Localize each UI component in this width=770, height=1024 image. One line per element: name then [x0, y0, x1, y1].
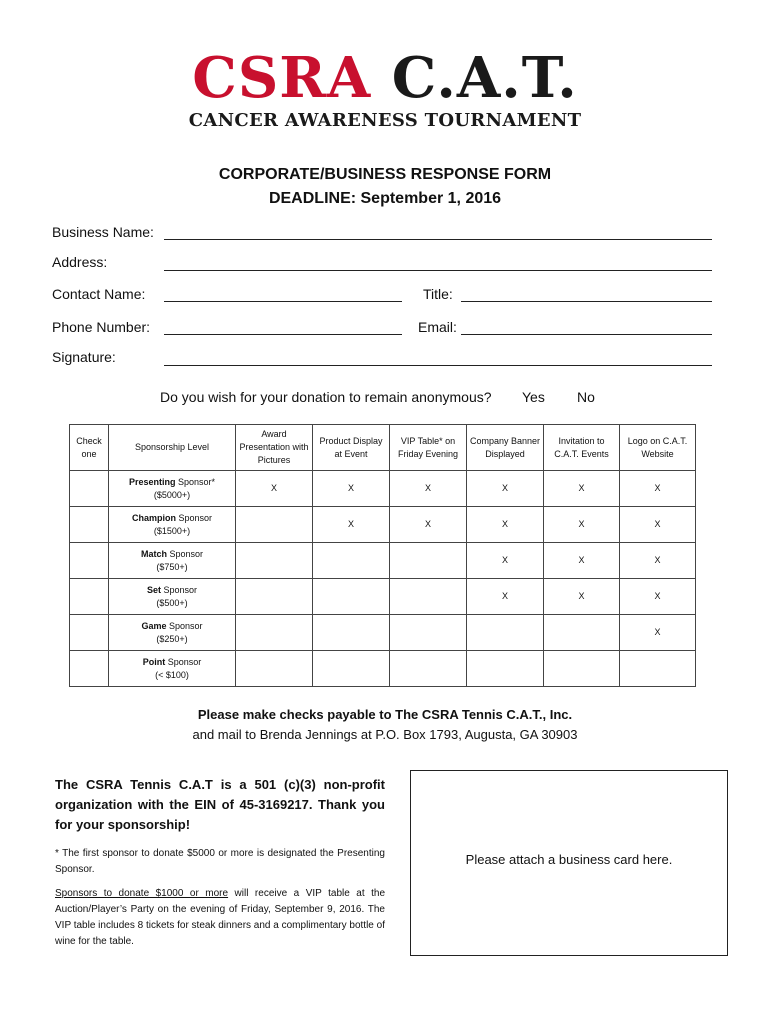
- benefit-cell: X: [620, 579, 696, 615]
- payment-line-1: Please make checks payable to The CSRA Tennis C.A.T., Inc.: [197, 707, 573, 722]
- table-row: [70, 471, 696, 507]
- table-header-row: [70, 425, 696, 471]
- benefit-cell: X: [620, 471, 696, 507]
- sponsorship-level-cell: [109, 579, 236, 615]
- level-amount: ($250+): [156, 633, 188, 644]
- benefit-cell: [544, 651, 620, 687]
- benefit-cell: [467, 651, 544, 687]
- check-cell[interactable]: [70, 615, 109, 651]
- logo-csra: CSRA: [192, 45, 372, 111]
- presenting-sponsor-note: * The first sponsor to donate $5000 or more is designated the Presenting Sponsor.: [55, 848, 385, 875]
- level-suffix: Sponsor: [175, 512, 213, 523]
- header-vip: VIP Table* on Friday Evening: [390, 425, 467, 471]
- benefit-cell: [313, 579, 390, 615]
- header-level: Sponsorship Level: [109, 425, 236, 471]
- level-suffix: Sponsor: [160, 584, 198, 595]
- sponsorship-level-cell: [109, 615, 236, 651]
- benefit-cell: [236, 651, 313, 687]
- benefit-cell: X: [467, 471, 544, 507]
- level-name: Point: [142, 656, 166, 667]
- level-amount: ($5000+): [153, 489, 191, 500]
- benefit-cell: [313, 615, 390, 651]
- form-title: CORPORATE/BUSINESS RESPONSE FORM: [218, 166, 552, 183]
- vip-note-underlined: Sponsors to donate $1000 or more: [55, 888, 229, 899]
- header-award: Award Presentation with Pictures: [236, 425, 313, 471]
- benefit-cell: [313, 543, 390, 579]
- benefit-cell: [390, 615, 467, 651]
- sponsorship-level-cell: [109, 471, 236, 507]
- phone-number-field[interactable]: [164, 334, 402, 335]
- header-invitation: Invitation to C.A.T. Events: [544, 425, 620, 471]
- benefit-cell: X: [313, 507, 390, 543]
- check-cell[interactable]: [70, 507, 109, 543]
- header-check: Check one: [70, 425, 109, 471]
- logo-subtitle: CANCER AWARENESS TOURNAMENT: [188, 110, 582, 131]
- benefit-cell: [620, 651, 696, 687]
- level-amount: ($500+): [156, 597, 188, 608]
- benefit-cell: [236, 543, 313, 579]
- email-field[interactable]: [461, 334, 712, 335]
- signature-field[interactable]: [164, 365, 712, 366]
- level-name: Game: [141, 620, 167, 631]
- benefit-cell: X: [467, 507, 544, 543]
- level-suffix: Sponsor: [166, 620, 203, 631]
- benefit-cell: [390, 579, 467, 615]
- benefit-cell: X: [544, 471, 620, 507]
- benefit-cell: X: [313, 471, 390, 507]
- form-title-block: [0, 163, 770, 211]
- check-cell[interactable]: [70, 543, 109, 579]
- signature-label: Signature:: [52, 349, 116, 365]
- benefit-cell: [236, 507, 313, 543]
- benefit-cell: X: [236, 471, 313, 507]
- anonymous-no[interactable]: No: [577, 389, 595, 405]
- check-cell[interactable]: [70, 651, 109, 687]
- vip-note-text: will receive a VIP table at the Auction/Player’s Party on the evening of Friday, September 9, 2016. The VIP table includes 8 tickets for steak dinners and a complimentary bottle of wine for the table.: [55, 888, 386, 947]
- payment-instructions: [0, 705, 770, 745]
- logo: [0, 45, 770, 131]
- check-cell[interactable]: [70, 471, 109, 507]
- level-amount: ($1500+): [153, 525, 191, 536]
- level-name: Set: [146, 584, 161, 595]
- level-suffix: Sponsor: [165, 656, 202, 667]
- level-amount: (< $100): [155, 669, 189, 680]
- anonymous-question: Do you wish for your donation to remain anonymous?: [160, 389, 492, 405]
- benefit-cell: X: [467, 543, 544, 579]
- contact-name-field[interactable]: [164, 301, 402, 302]
- table-row: [70, 651, 696, 687]
- benefit-cell: [544, 615, 620, 651]
- business-name-label: Business Name:: [52, 224, 154, 240]
- benefit-cell: X: [544, 507, 620, 543]
- sponsorship-level-cell: [109, 507, 236, 543]
- level-suffix: Sponsor*: [175, 476, 216, 487]
- benefit-cell: [390, 543, 467, 579]
- check-cell[interactable]: [70, 579, 109, 615]
- title-field[interactable]: [461, 301, 712, 302]
- sponsorship-level-cell: [109, 651, 236, 687]
- header-logo: Logo on C.A.T. Website: [620, 425, 696, 471]
- benefit-cell: [236, 615, 313, 651]
- title-label: Title:: [423, 286, 453, 302]
- vip-table-note: [55, 886, 385, 950]
- sponsorship-table: [69, 424, 696, 687]
- contact-name-label: Contact Name:: [52, 286, 146, 302]
- nonprofit-statement: The CSRA Tennis C.A.T is a 501 (c)(3) non-profit organization with the EIN of 45-3169217. Thank you for your sponsorship!: [55, 777, 385, 832]
- table-row: [70, 615, 696, 651]
- level-amount: ($750+): [156, 561, 188, 572]
- benefit-cell: X: [544, 543, 620, 579]
- benefit-cell: [467, 615, 544, 651]
- logo-title: [0, 45, 770, 111]
- benefit-cell: X: [620, 615, 696, 651]
- payment-line-2: and mail to Brenda Jennings at P.O. Box 1793, Augusta, GA 30903: [192, 727, 578, 742]
- business-card-text: Please attach a business card here.: [465, 852, 673, 867]
- address-field[interactable]: [164, 270, 712, 271]
- table-row: [70, 507, 696, 543]
- table-row: [70, 543, 696, 579]
- benefit-cell: X: [390, 507, 467, 543]
- benefit-cell: [313, 651, 390, 687]
- email-label: Email:: [418, 319, 457, 335]
- benefit-cell: X: [467, 579, 544, 615]
- level-suffix: Sponsor: [166, 548, 204, 559]
- anonymous-yes[interactable]: Yes: [522, 389, 545, 405]
- address-label: Address:: [52, 254, 108, 270]
- benefit-cell: X: [544, 579, 620, 615]
- business-name-field[interactable]: [164, 239, 712, 240]
- sponsorship-level-cell: [109, 543, 236, 579]
- benefit-cell: [236, 579, 313, 615]
- benefit-cell: X: [390, 471, 467, 507]
- phone-number-label: Phone Number:: [52, 319, 151, 335]
- form-deadline: DEADLINE: September 1, 2016: [268, 190, 502, 207]
- table-row: [70, 579, 696, 615]
- level-name: Presenting: [128, 476, 176, 487]
- benefit-cell: [390, 651, 467, 687]
- header-product: Product Display at Event: [313, 425, 390, 471]
- header-banner: Company Banner Displayed: [467, 425, 544, 471]
- benefit-cell: X: [620, 507, 696, 543]
- logo-cat: C.A.T.: [391, 45, 578, 111]
- level-name: Match: [140, 548, 167, 559]
- level-name: Champion: [131, 512, 176, 523]
- benefit-cell: X: [620, 543, 696, 579]
